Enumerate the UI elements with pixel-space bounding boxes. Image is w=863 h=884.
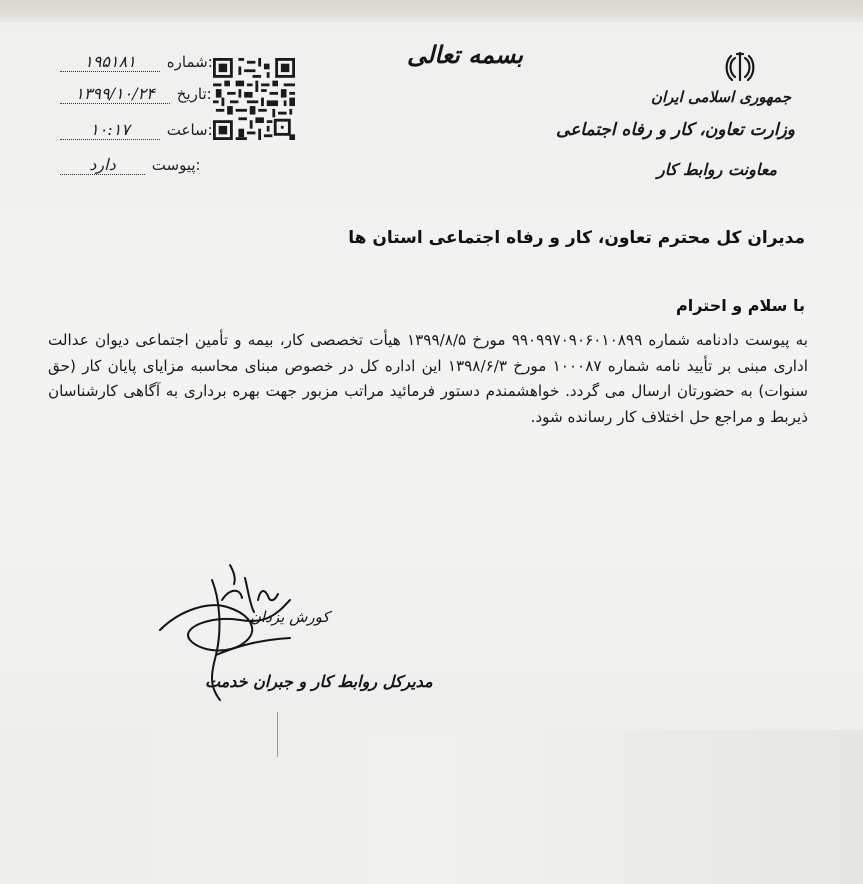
letter-greeting: با سلام و احترام	[676, 296, 805, 315]
letter-body: به پیوست دادنامه شماره ۹۹۰۹۹۷۰۹۰۶۰۱۰۸۹۹ مورخ ۱۳۹۹/۸/۵ هیأت تخصصی کار، بیمه و تأمین اجتماعی دیوان عدالت اداری مبنی بر تأیید نامه شماره ۱۰۰۰۸۷ مورخ ۱۳۹۸/۶/۳ این اداره کل در خصوص مبنای محاسبه مزایای پایان کار (حق سنوات) به حضورتان ارسال می گردد. خواهشمندم دستور فرمائید مراتب مزبور جهت بهره برداری به آگاهی کارشناسان ذیربط و مراجع حل اختلاف کار رسانده شود.	[48, 331, 809, 426]
org-deputy: معاونت روابط کار	[657, 160, 777, 179]
org-country: جمهوری اسلامی ایران	[650, 88, 791, 106]
meta-number-value: ۱۹۵۱۸۱	[60, 52, 160, 72]
meta-date-value: ۱۳۹۹/۱۰/۲۴	[60, 84, 170, 104]
org-ministry: وزارت تعاون، کار و رفاه اجتماعی	[555, 120, 795, 140]
meta-number-label: شماره:	[166, 53, 213, 71]
blank-lower-area	[0, 730, 863, 884]
meta-time-value: ۱۰:۱۷	[60, 120, 160, 140]
bismillah-heading: بسمه تعالی	[406, 40, 524, 69]
paper-fold-line	[277, 712, 278, 757]
letter-recipient: مدیران کل محترم تعاون، کار و رفاه اجتماعی استان ها	[348, 228, 805, 248]
meta-time-row	[60, 120, 213, 140]
meta-attachment-label: پیوست:	[151, 156, 201, 174]
meta-number-row	[60, 52, 213, 72]
iran-emblem-icon	[724, 50, 756, 84]
meta-attachment-row	[60, 155, 201, 175]
qr-code-icon	[213, 58, 295, 140]
meta-time-label: ساعت:	[166, 121, 213, 139]
meta-date-row	[60, 84, 212, 104]
signatory-name: کورش یزدان	[250, 608, 330, 626]
meta-attachment-value: دارد	[60, 155, 145, 175]
meta-date-label: تاریخ:	[176, 85, 212, 103]
signatory-title: مدیرکل روابط کار و جبران خدمت	[205, 672, 433, 691]
scan-top-edge	[0, 0, 863, 22]
